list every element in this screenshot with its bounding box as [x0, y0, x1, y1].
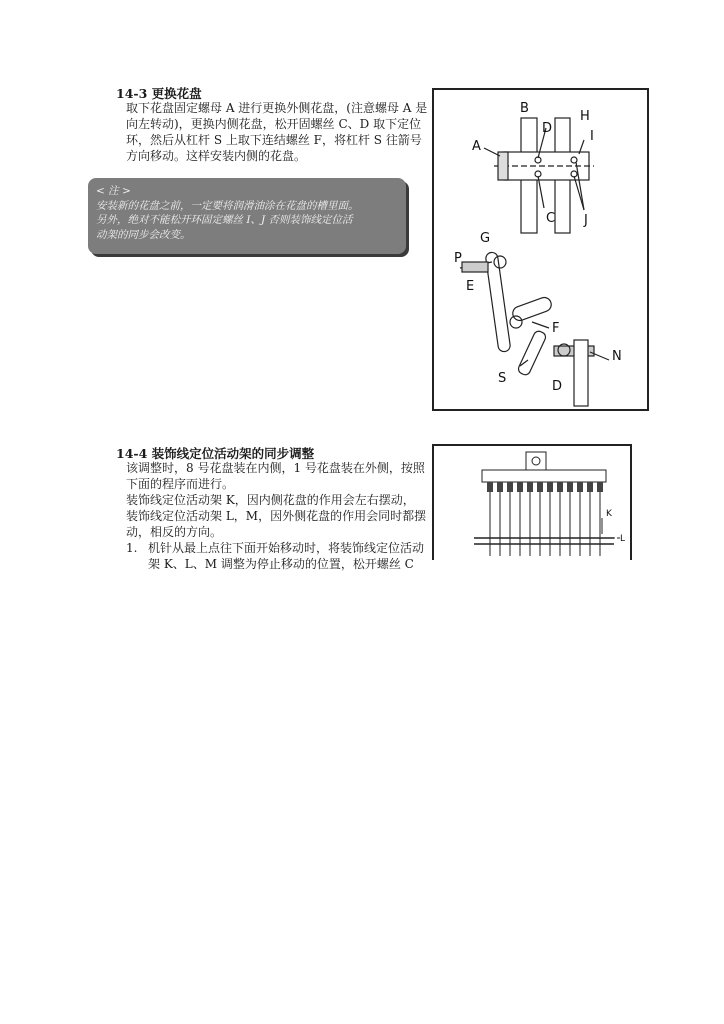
label-f: F: [552, 321, 560, 336]
step-line: 架 K、L、M 调整为停止移动的位置，松开螺丝 C: [148, 557, 414, 571]
section-14-3-body: [126, 100, 446, 164]
step-line: 机针从最上点往下面开始移动时，将装饰线定位活动: [148, 541, 425, 555]
label-k: K: [606, 509, 612, 519]
label-e: E: [466, 279, 475, 294]
label-p: P: [454, 251, 462, 266]
note-title: < 注 >: [96, 185, 131, 197]
step-number: 1.: [126, 541, 138, 555]
body-line: 方向移动。这样安装内侧的花盘。: [126, 149, 307, 163]
label-b: B: [520, 101, 529, 116]
body-line: 装饰线定位活动架 K，因内侧花盘的作用会左右摆动，: [126, 493, 415, 507]
body-line: 装饰线定位活动架 L，M，因外侧花盘的作用会同时都摆: [126, 509, 427, 523]
label-a: A: [472, 139, 481, 154]
note-line: 动架的同步会改变。: [96, 228, 191, 241]
step-1-text: [148, 540, 438, 571]
section-title-14-3: 14-3 更换花盘: [116, 86, 202, 101]
caution-note-box: [88, 178, 406, 254]
flower-disc-replacement-figure: [432, 88, 649, 411]
thread-guide-diagram: [434, 446, 630, 560]
label-l: L: [620, 534, 626, 544]
label-n: N: [612, 349, 622, 364]
label-j: J: [584, 213, 588, 228]
label-c: C: [546, 211, 556, 226]
body-line: 向左转动)，更换内侧花盘，松开固螺丝 C、D 取下定位: [126, 117, 422, 131]
section-14-4-body: [126, 460, 436, 540]
note-line: 安装新的花盘之前，一定要将润滑油涂在花盘的槽里面。: [96, 199, 359, 212]
label-d2: D: [552, 379, 563, 394]
label-h: H: [580, 109, 590, 124]
note-line: 另外，绝对不能松开环固定螺丝 I、J 否则装饰线定位活: [96, 214, 353, 226]
body-line: 环，然后从杠杆 S 上取下连结螺丝 F，将杠杆 S 往箭号: [126, 133, 422, 147]
body-line: 该调整时，8 号花盘装在内侧，1 号花盘装在外侧，按照: [126, 461, 425, 475]
label-i: I: [590, 129, 594, 144]
body-line: 取下花盘固定螺母 A 进行更换外侧花盘，(注意螺母 A 是: [126, 101, 428, 115]
body-line: 下面的程序而进行。: [126, 477, 235, 491]
body-line: 动，相反的方向。: [126, 525, 223, 539]
label-s: S: [498, 371, 507, 386]
mechanism-diagram: [434, 90, 647, 409]
thread-guide-figure: [432, 444, 632, 560]
section-title-14-4: 14-4 装饰线定位活动架的同步调整: [116, 446, 315, 461]
label-d: D: [542, 121, 553, 136]
label-g: G: [480, 231, 491, 246]
